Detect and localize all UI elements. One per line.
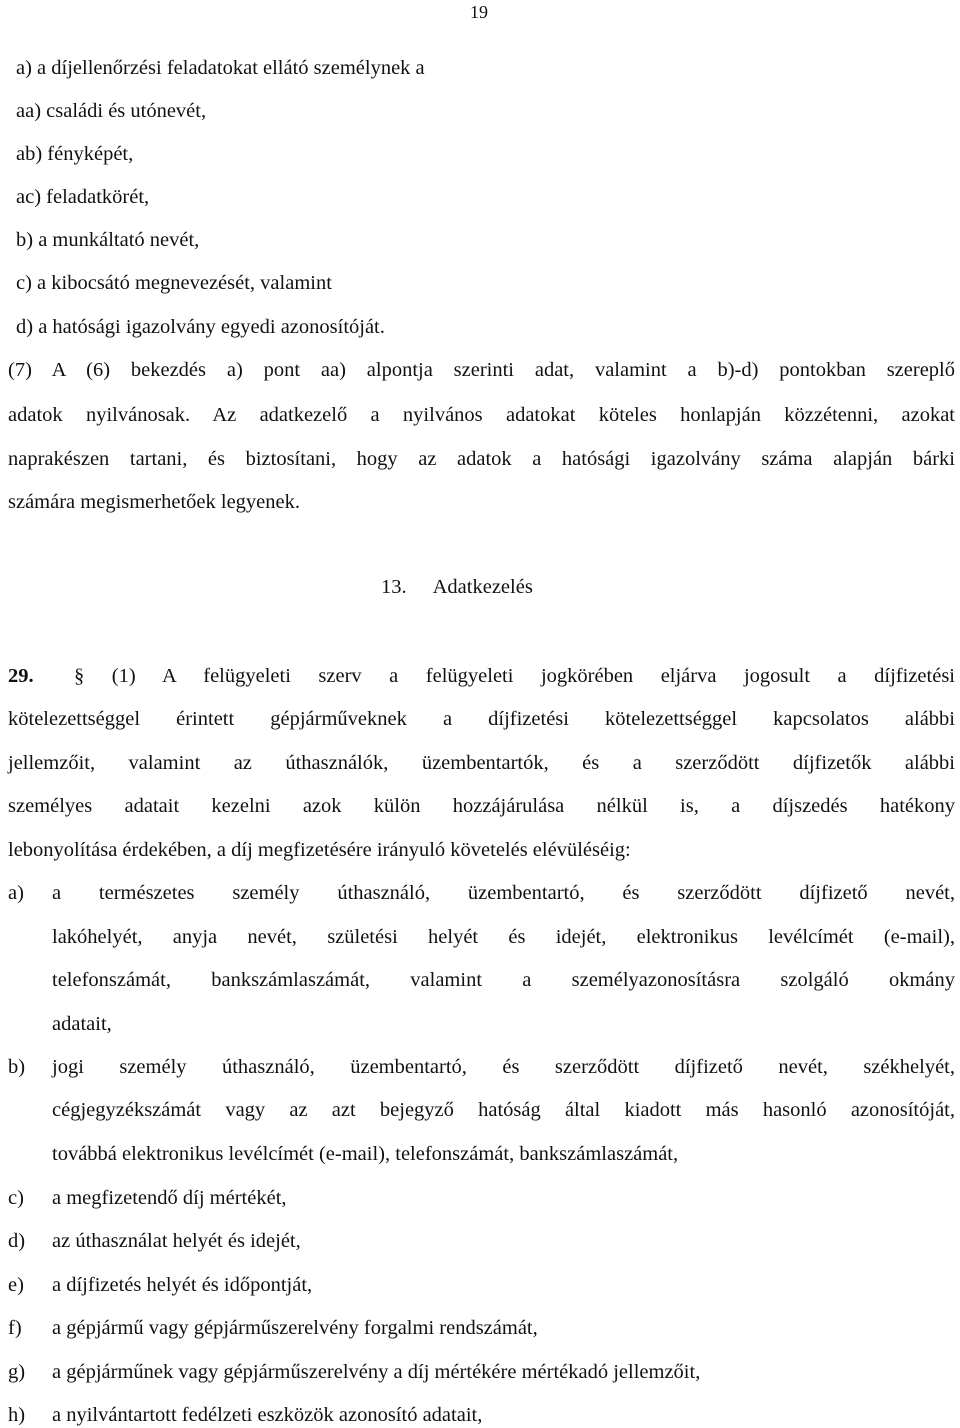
item-line: adatait, (52, 1013, 112, 1035)
list-item: ac) feladatkörét, (16, 186, 150, 208)
list-item: aa) családi és utónevét, (16, 100, 207, 122)
list-item: b) a munkáltató nevét, (16, 229, 200, 251)
item-line: az úthasználat helyét és idejét, (52, 1230, 301, 1252)
item-line: lakóhelyét, anyja nevét, születési helyét és idejét, elektronikus levélcímét (e-mail), (52, 926, 955, 948)
paragraph-line: személyes adatait kezelni azok külön hozzájárulása nélkül is, a díjszedés hatékony (8, 795, 955, 817)
paragraph-line: § (1) A felügyeleti szerv a felügyeleti jogkörében eljárva jogosult a díjfizetési (74, 665, 955, 687)
item-line: cégjegyzékszámát vagy az azt bejegyző hatóság által kiadott más hasonló azonosítóját, (52, 1099, 955, 1121)
item-line: továbbá elektronikus levélcímét (e-mail), telefonszámát, bankszámlaszámát, (52, 1143, 679, 1165)
paragraph-line: számára megismerhetőek legyenek. (8, 491, 300, 513)
heading-number: 13. (381, 576, 407, 598)
item-label: h) (8, 1404, 26, 1426)
item-label: d) (8, 1230, 26, 1252)
page-number: 19 (470, 2, 488, 22)
item-line: a megfizetendő díj mértékét, (52, 1187, 287, 1209)
item-label: b) (8, 1056, 26, 1078)
item-line: a természetes személy úthasználó, üzembentartó, és szerződött díjfizető nevét, (52, 882, 955, 904)
paragraph-line: adatok nyilvánosak. Az adatkezelő a nyilvános adatokat köteles honlapján közzétenni, azokat (8, 404, 955, 426)
item-line: a gépjárműnek vagy gépjárműszerelvény a díj mértékére mértékadó jellemzőit, (52, 1361, 701, 1383)
item-label: g) (8, 1361, 26, 1383)
list-item: ab) fényképét, (16, 143, 134, 165)
list-item: a) a díjellenőrzési feladatokat ellátó személynek a (16, 57, 425, 79)
item-label: c) (8, 1187, 24, 1209)
item-label: f) (8, 1317, 22, 1339)
section-heading (381, 574, 533, 600)
list-item: c) a kibocsátó megnevezését, valamint (16, 272, 332, 294)
item-label: e) (8, 1274, 24, 1296)
item-line: a díjfizetés helyét és időpontját, (52, 1274, 313, 1296)
heading-title: Adatkezelés (432, 576, 533, 598)
item-line: jogi személy úthasználó, üzembentartó, és szerződött díjfizető nevét, székhelyét, (52, 1056, 955, 1078)
item-label: a) (8, 882, 24, 904)
paragraph-line: lebonyolítása érdekében, a díj megfizetésére irányuló követelés elévüléséig: (8, 839, 631, 861)
section-number: 29. (8, 665, 34, 687)
paragraph-line: (7) A (6) bekezdés a) pont aa) alpontja szerinti adat, valamint a b)-d) pontokban szereplő (8, 359, 955, 381)
item-line: a nyilvántartott fedélzeti eszközök azonosító adatait, (52, 1404, 483, 1426)
item-line: telefonszámát, bankszámlaszámát, valamint a személyazonosításra szolgáló okmány (52, 969, 955, 991)
paragraph-line: jellemzőit, valamint az úthasználók, üzembentartók, és a szerződött díjfizetők alábbi (8, 752, 955, 774)
paragraph-line: naprakészen tartani, és biztosítani, hogy az adatok a hatósági igazolvány száma alapján bárki (8, 448, 955, 470)
item-line: a gépjármű vagy gépjárműszerelvény forgalmi rendszámát, (52, 1317, 538, 1339)
list-item: d) a hatósági igazolvány egyedi azonosítóját. (16, 316, 385, 338)
paragraph-line: kötelezettséggel érintett gépjárműveknek a díjfizetési kötelezettséggel kapcsolatos alábbi (8, 708, 955, 730)
